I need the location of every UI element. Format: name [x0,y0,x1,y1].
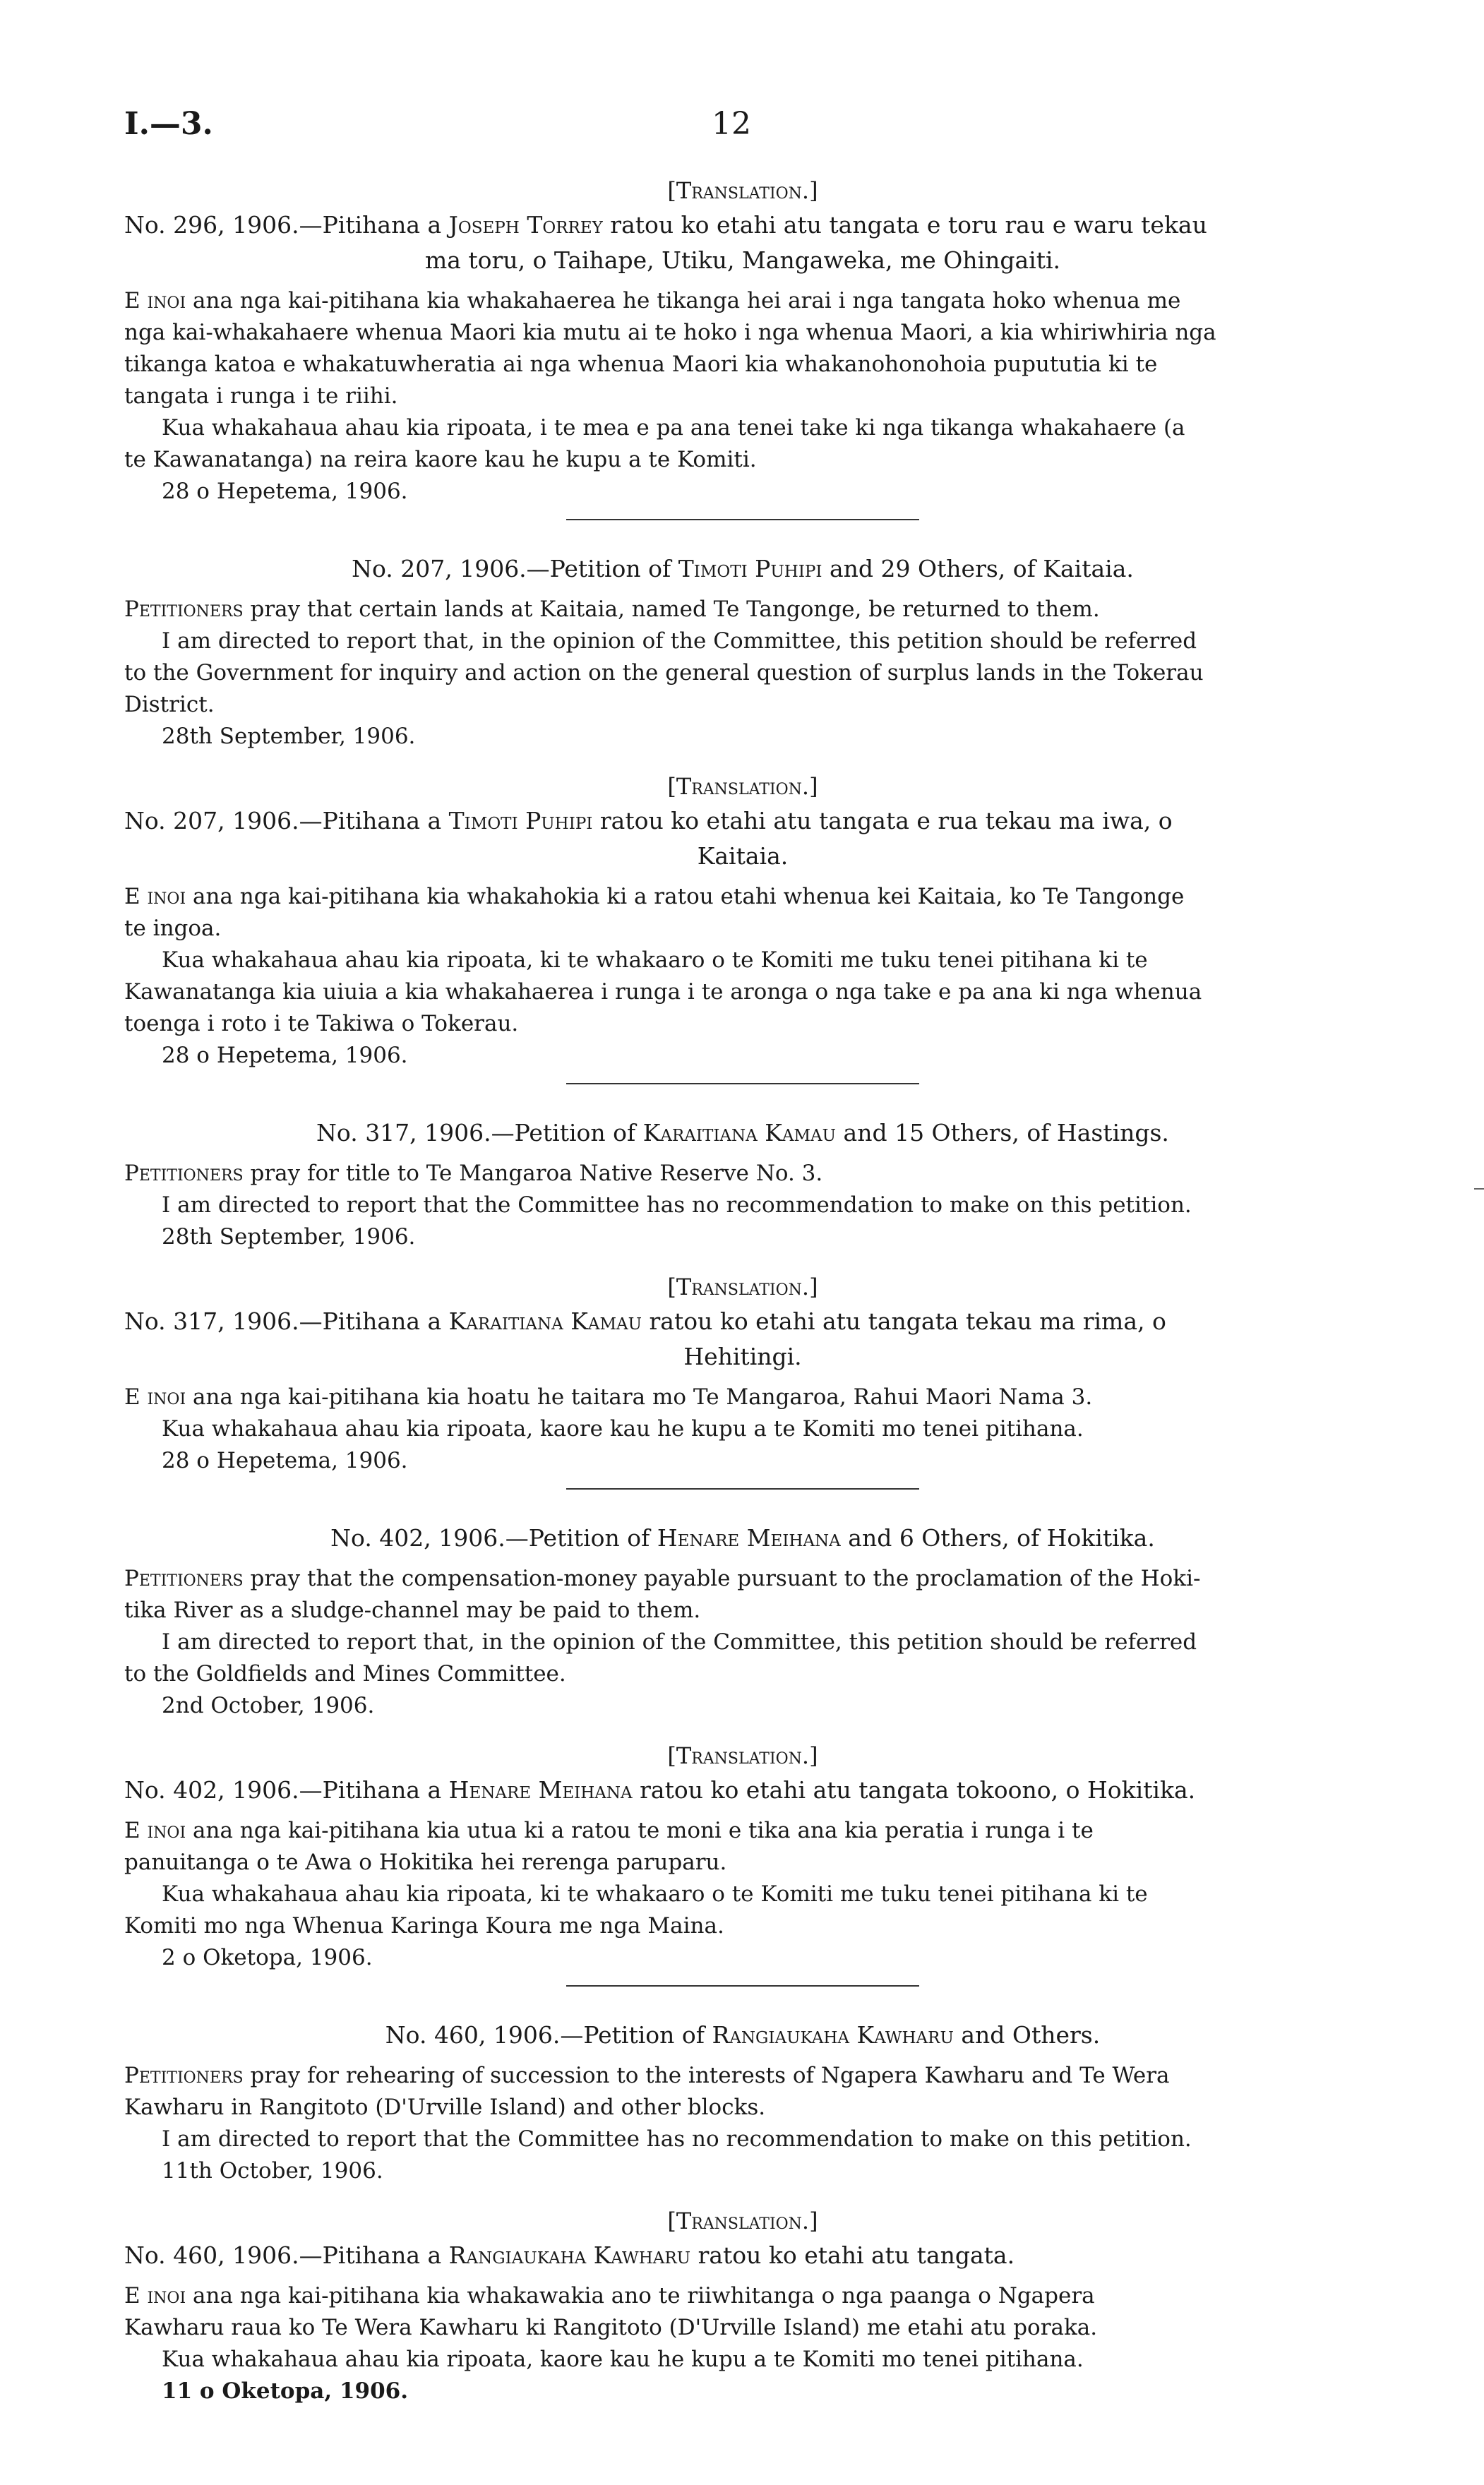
body-line [124,881,1361,913]
line-text: Kua whakahaua ahau kia ripoata, kaore kau he kupu a te Komiti mo tenei pitihana. [162,1416,1084,1442]
translation-block [124,1270,1361,1490]
body-line [124,2060,1361,2092]
body-line [124,1815,1361,1847]
body-line [124,285,1361,317]
heading-number: No. 402, 1906.—Pitihana a [124,1776,449,1804]
spacer [124,2053,1361,2060]
line-text: 2 o Oketopa, 1906. [162,1945,373,1970]
body-line [124,1563,1361,1595]
petitioner-name: Joseph Torrey [448,211,603,239]
spacer [124,278,1361,285]
line-text: I am directed to report that the Committee has no recommendation to make on this petition. [162,2126,1192,2152]
line-text: Kua whakahaua ahau kia ripoata, ki te whakaaro o te Komiti me tuku tenei pitihana ki te [162,947,1148,973]
line-text: District. [124,692,215,717]
line-text: Kawharu in Rangitoto (D'Urville Island) and other blocks. [124,2095,766,2120]
petition-block [124,1987,1361,2204]
line-text: ana nga kai-pitihana kia utua ki a ratou te moni e tika ana kia peratia i runga i te [186,1818,1094,1843]
heading-number: No. 460, 1906.—Petition of [385,2021,712,2049]
line-text: 28 o Hepetema, 1906. [162,1448,408,1473]
body-line [124,476,1361,508]
heading-number: No. 207, 1906.—Pitihana a [124,807,449,834]
petition-heading [124,551,1361,587]
body-line [124,2155,1361,2187]
petition-heading [124,803,1361,839]
spacer [124,1084,1361,1115]
body-line [124,1595,1361,1627]
body-line [124,412,1361,444]
line-text: te ingoa. [124,916,222,941]
line-text: Kawanatanga kia uiuia a kia whakahaerea i runga i te aronga o nga take e pa ana ki nga whenua [124,979,1202,1005]
line-text: ana nga kai-pitihana kia hoatu he taitara mo Te Mangaroa, Rahui Maori Nama 3. [186,1384,1093,1410]
body-line [124,2344,1361,2376]
heading-number: No. 460, 1906.—Pitihana a [124,2241,449,2269]
line-text: toenga i roto i te Takiwa o Tokerau. [124,1011,519,1036]
line-text: Kawharu raua ko Te Wera Kawharu ki Rangitoto (D'Urville Island) me etahi atu poraka. [124,2315,1098,2340]
translation-label: [Translation.] [667,2208,818,2234]
body-line [124,1382,1361,1413]
petition-heading [124,1115,1361,1151]
line-text: Kua whakahaua ahau kia ripoata, kaore kau he kupu a te Komiti mo tenei pitihana. [162,2347,1084,2372]
petitioner-name: Timoti Puhipi [448,807,593,834]
petition-block [124,520,1361,770]
spacer [124,2273,1361,2280]
heading-continuation: Kaitaia. [697,842,789,870]
line-text: to the Goldfields and Mines Committee. [124,1661,566,1687]
petition-heading [124,208,1361,243]
spacer [124,1375,1361,1382]
body-line [124,1658,1361,1690]
heading-rest: and 6 Others, of Hokitika. [840,1524,1155,1552]
spacer [124,874,1361,881]
line-text: panuitanga o te Awa o Hokitika hei rerenga paruparu. [124,1850,727,1875]
body-line [124,945,1361,976]
body-line [124,1221,1361,1253]
line-text: Kua whakahaua ahau kia ripoata, ki te whakaaro o te Komiti me tuku tenei pitihana ki te [162,1881,1148,1907]
line-text: I am directed to report that the Committee has no recommendation to make on this petition. [162,1192,1192,1218]
heading-number: No. 317, 1906.—Pitihana a [124,1307,449,1335]
spacer [124,587,1361,594]
line-lead-word: E inoi [124,288,186,313]
petition-heading [124,2238,1361,2273]
translation-label: [Translation.] [667,177,818,204]
body-line [124,381,1361,412]
spacer [124,1151,1361,1158]
body-line [124,1158,1361,1190]
line-text: pray for rehearing of succession to the interests of Ngapera Kawharu and Te Wera [243,2063,1170,2088]
heading-number: No. 207, 1906.—Petition of [352,555,678,582]
heading-rest: ratou ko etahi atu tangata e rua tekau ma iwa, o [592,807,1173,834]
spacer [124,1253,1361,1270]
line-text: tika River as a sludge-channel may be paid to them. [124,1598,701,1623]
translation-block [124,174,1361,520]
document-body [124,174,1361,2407]
line-text: to the Government for inquiry and action on the general question of surplus lands in the Tokerau [124,660,1204,685]
line-text: 28 o Hepetema, 1906. [162,479,408,504]
body-line [124,689,1361,721]
heading-number: No. 296, 1906.—Pitihana a [124,211,449,239]
heading-rest: ratou ko etahi atu tangata e toru rau e waru tekau [602,211,1207,239]
petitioner-name: Henare Meihana [657,1524,841,1552]
spacer [124,1556,1361,1563]
line-text: 11th October, 1906. [162,2158,383,2184]
line-text: ana nga kai-pitihana kia whakahokia ki a ratou etahi whenua kei Kaitaia, ko Te Tangonge [186,884,1185,909]
body-line [124,625,1361,657]
heading-rest: and 15 Others, of Hastings. [836,1119,1169,1146]
line-lead-word: Petitioners [124,1161,244,1186]
translation-block [124,770,1361,1084]
line-text: 11 o Oketopa, 1906. [162,2378,409,2404]
body-line [124,721,1361,753]
body-line [124,1910,1361,1942]
petition-block [124,1490,1361,1739]
line-text: 28th September, 1906. [162,724,416,749]
translation-label: [Translation.] [667,773,818,800]
petitioner-name: Henare Meihana [448,1776,633,1804]
body-line [124,349,1361,381]
body-line [124,2376,1361,2407]
line-lead-word: E inoi [124,1384,186,1410]
heading-number: No. 317, 1906.—Petition of [316,1119,643,1146]
line-text: pray for title to Te Mangaroa Native Reserve No. 3. [243,1161,823,1186]
spacer [124,1722,1361,1739]
petitioner-name: Timoti Puhipi [678,555,822,582]
heading-rest: ratou ko etahi atu tangata tekau ma rima, o [642,1307,1166,1335]
heading-rest: and 29 Others, of Kaitaia. [822,555,1134,582]
body-line [124,913,1361,945]
line-lead-word: Petitioners [124,1566,244,1591]
petition-heading [124,1773,1361,1808]
petitioner-name: Karaitiana Kamau [642,1119,837,1146]
body-line [124,657,1361,689]
line-text: pray that certain lands at Kaitaia, named Te Tangonge, be returned to them. [243,597,1100,622]
body-line [124,2280,1361,2312]
line-text: pray that the compensation-money payable pursuant to the proclamation of the Hoki- [243,1566,1201,1591]
line-text: ana nga kai-pitihana kia whakahaerea he tikanga hei arai i nga tangata hoko whenua me [186,288,1181,313]
body-line [124,444,1361,476]
translation-block [124,2204,1361,2407]
body-line [124,1008,1361,1040]
line-text: ana nga kai-pitihana kia whakawakia ano te riiwhitanga o nga paanga o Ngapera [186,2283,1095,2309]
body-line [124,2124,1361,2155]
heading-rest: ratou ko etahi atu tangata. [690,2241,1015,2269]
translation-label: [Translation.] [667,1742,818,1769]
spacer [124,1490,1361,1521]
heading-rest: ratou ko etahi atu tangata tokoono, o Hokitika. [632,1776,1196,1804]
line-lead-word: Petitioners [124,597,244,622]
body-line [124,2092,1361,2124]
petition-heading [124,1304,1361,1339]
petition-heading [124,1521,1361,1556]
body-line [124,2312,1361,2344]
body-line [124,1445,1361,1477]
body-line [124,317,1361,349]
petition-heading [124,2018,1361,2053]
document-reference: I.—3. [124,106,213,142]
body-line [124,1879,1361,1910]
body-line [124,1690,1361,1722]
margin-mark [1474,1188,1484,1190]
translation-label: [Translation.] [667,1274,818,1300]
body-line [124,1627,1361,1658]
line-text: tikanga katoa e whakatuwheratia ai nga whenua Maori kia whakanohonohoia pupututia ki te [124,352,1158,377]
spacer [124,1987,1361,2018]
spacer [124,753,1361,770]
heading-continuation: Hehitingi. [683,1343,802,1370]
line-text: I am directed to report that, in the opinion of the Committee, this petition should be referred [162,628,1197,654]
line-text: Komiti mo nga Whenua Karinga Koura me nga Maina. [124,1913,724,1939]
line-text: I am directed to report that, in the opinion of the Committee, this petition should be referred [162,1629,1197,1655]
body-line [124,976,1361,1008]
spacer [124,2187,1361,2204]
line-text: nga kai-whakahaere whenua Maori kia mutu ai te hoko i nga whenua Maori, a kia whiriwhiria nga [124,320,1216,345]
body-line [124,1190,1361,1221]
line-lead-word: E inoi [124,884,186,909]
petitioner-name: Rangiaukaha Kawharu [448,2241,691,2269]
line-text: 28th September, 1906. [162,1224,416,1250]
line-lead-word: Petitioners [124,2063,244,2088]
line-text: Kua whakahaua ahau kia ripoata, i te mea e pa ana tenei take ki nga tikanga whakahaere (a [162,415,1185,441]
line-text: te Kawanatanga) na reira kaore kau he kupu a te Komiti. [124,447,757,472]
body-line [124,594,1361,625]
line-text: 28 o Hepetema, 1906. [162,1043,408,1068]
petition-block [124,1084,1361,1270]
body-line [124,1040,1361,1072]
heading-continuation: ma toru, o Taihape, Utiku, Mangaweka, me Ohingaiti. [424,246,1061,274]
spacer [124,1808,1361,1815]
body-line [124,1847,1361,1879]
page-number: 12 [712,106,751,142]
translation-block [124,1739,1361,1987]
line-lead-word: E inoi [124,2283,186,2309]
petitioner-name: Karaitiana Kamau [448,1307,642,1335]
line-text: tangata i runga i te riihi. [124,383,398,409]
body-line [124,1413,1361,1445]
spacer [124,520,1361,551]
body-line [124,1942,1361,1974]
line-text: 2nd October, 1906. [162,1693,375,1718]
heading-number: No. 402, 1906.—Petition of [330,1524,657,1552]
petitioner-name: Rangiaukaha Kawharu [712,2021,954,2049]
line-lead-word: E inoi [124,1818,186,1843]
heading-rest: and Others. [953,2021,1101,2049]
